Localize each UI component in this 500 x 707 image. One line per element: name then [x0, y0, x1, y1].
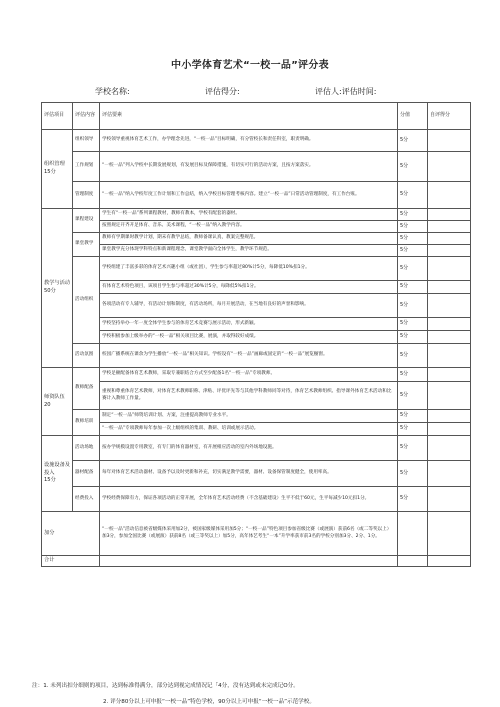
table-row [42, 423, 471, 436]
score-cell: 5分 [398, 209, 428, 221]
subitem-cell: 经费投入 [73, 487, 100, 512]
self-score-cell[interactable] [428, 382, 471, 410]
table-row [42, 130, 471, 152]
self-score-cell[interactable] [428, 436, 471, 461]
col-header-elements: 评估要素 [100, 103, 398, 130]
score-cell: 5分 [398, 130, 428, 152]
element-cell: 学校经费保障有力，保证各项活动的正常开展，全年体育艺术活动经费（不含基础建设）生平不低于60元，生平每减少10元扣1分。 [100, 487, 398, 512]
self-score-cell[interactable] [428, 245, 471, 257]
score-cell: 5分 [398, 382, 428, 410]
self-score-cell[interactable] [428, 281, 471, 294]
subitem-cell: 活动场地 [73, 436, 100, 461]
score-cell: 5分 [398, 152, 428, 182]
element-cell: 按办学规模设置专用教室，有专门的体育器材室，有开展相应活动的室内外场地设施。 [100, 436, 398, 461]
bonus-row [42, 512, 471, 556]
table-header-row [42, 103, 471, 130]
self-score-cell[interactable] [428, 461, 471, 487]
subitem-cell: 器材配备 [73, 461, 100, 487]
element-cell: 每年对体育艺术活动器材、设备予以及时更新和补充，切实满足教学需要，器材、设备保管制度健全，使用率高。 [100, 461, 398, 487]
self-score-cell[interactable] [428, 556, 471, 567]
score-cell: 5分 [398, 436, 428, 461]
score-cell: 5分 [398, 318, 428, 331]
self-score-cell[interactable] [428, 344, 471, 368]
table-row [42, 331, 471, 344]
category-cell: 设施设备及投入 15分 [42, 436, 73, 512]
element-cell: 学校积极参加上级举办的“一校一品”相关项目比赛，展演，并取得较好成绩。 [100, 331, 398, 344]
element-cell: 重视和尊重体育艺术教师，对体育艺术教师职称、津贴、评优评先等与其他学科教师同等对待，体育艺术教师组织、指导课外体育艺术活动和比赛计入教师工作量。 [100, 382, 398, 410]
table-row [42, 461, 471, 487]
element-cell: “一校一品”纳入学校年度工作计划和工作总结，纳入学校目标管理考核内容。建立“一校一品”日常活动管理制度，有工作台账。 [100, 182, 398, 209]
school-name-label: 学校名称: [95, 87, 130, 96]
element-cell: 校园广播系统在课余为学生播放“一校一品”相关知识。学校设有“一校一品”画廊或固定的“一校一品”展览橱窗。 [100, 344, 398, 368]
score-cell: 5分 [398, 331, 428, 344]
element-cell [100, 556, 398, 567]
self-score-cell[interactable] [428, 368, 471, 382]
score-cell: 5分 [398, 257, 428, 281]
table-row [42, 152, 471, 182]
element-cell: 学校坚持举办一年一度全体学生参与的体育艺术竞赛与展示活动，形式新颖。 [100, 318, 398, 331]
score-cell: 5分 [398, 368, 428, 382]
score-cell: 5分 [398, 221, 428, 233]
table-row [42, 233, 471, 245]
bonus-label: 加分 [42, 512, 100, 556]
table-row [42, 294, 471, 318]
score-cell: 5分 [398, 487, 428, 512]
table-row [42, 368, 471, 382]
self-score-cell[interactable] [428, 182, 471, 209]
page-title: 中小学体育艺术“一校一品”评分表 [171, 60, 329, 71]
element-cell: 制定“一校一品”师资培训计划、方案，注重提高教师专业水平。 [100, 410, 398, 423]
element-cell: 教师有学期课时教学计划，期末有教学总结，教师备课认真，教案完整规范。 [100, 233, 398, 245]
footnote-1: 注：1. 未列出扣分细则的项目，达到标准得满分，部分达到视完成情况记「4分，没有达到或未完成记O分。 [32, 683, 299, 689]
table-row [42, 436, 471, 461]
col-header-self-score: 自评得分 [428, 103, 471, 130]
self-score-cell[interactable] [428, 209, 471, 221]
table-row [42, 318, 471, 331]
table-row [42, 281, 471, 294]
score-cell: 5分 [398, 281, 428, 294]
subitem-cell: 课程建设 [73, 209, 100, 233]
col-header-score: 分值 [398, 103, 428, 130]
category-cell: 教学与活动 50分 [42, 209, 73, 368]
subitem-cell: 组织领导 [73, 130, 100, 152]
self-score-cell[interactable] [428, 233, 471, 245]
score-cell [398, 556, 428, 567]
table-row [42, 410, 471, 423]
self-score-cell[interactable] [428, 318, 471, 331]
score-table [41, 102, 471, 567]
table-row [42, 182, 471, 209]
table-row [42, 344, 471, 368]
table-row [42, 257, 471, 281]
total-row [42, 556, 471, 567]
element-cell: 有体育艺术特色项目，该项目学生参与率超过30%计5分，每降低5%扣1分。 [100, 281, 398, 294]
element-cell: 学校组建了丰富多彩的体育艺术兴趣小组（或社团），学生参与率超过80%计5分，每降低10%扣1分。 [100, 257, 398, 281]
subitem-cell: 教师培训 [73, 410, 100, 436]
score-cell: 5分 [398, 423, 428, 436]
element-cell: “一校一品”列入学校中长期发展规划，有发展目标及保障措施，有切实可行的活动方案，且按方案落实。 [100, 152, 398, 182]
category-cell: 组织管理 15分 [42, 130, 73, 209]
self-score-cell[interactable] [428, 152, 471, 182]
score-cell: 5分 [398, 461, 428, 487]
self-score-cell[interactable] [428, 294, 471, 318]
subitem-cell: 课堂教学 [73, 233, 100, 257]
total-label: 合计 [42, 556, 100, 567]
self-score-cell[interactable] [428, 423, 471, 436]
self-score-cell[interactable] [428, 512, 471, 556]
subitem-cell: 工作规划 [73, 152, 100, 182]
subitem-cell: 管理制度 [73, 182, 100, 209]
score-label: 评估得分: [205, 87, 240, 96]
table-row [42, 245, 471, 257]
element-cell: 按照规定开齐开足体育、音乐、美术课程，“一校一品”纳入教学内容。 [100, 221, 398, 233]
table-row [42, 382, 471, 410]
table-row [42, 487, 471, 512]
self-score-cell[interactable] [428, 487, 471, 512]
self-score-cell[interactable] [428, 410, 471, 423]
element-cell: 课堂教学充分体现学科特点和新课程理念，课堂教学面向全体学生，教学环节规范。 [100, 245, 398, 257]
element-cell: 各项活动有专人辅导，有活动计划和制度，有活动场所，每月开展活动，在当地有良好的声誉和影响。 [100, 294, 398, 318]
element-cell: “一校一品”专项教师每年参加一次上级组织的集训、教研、培训或展示活动。 [100, 423, 398, 436]
subitem-cell: 活动组织 [73, 257, 100, 344]
score-cell: 5分 [398, 294, 428, 318]
element-cell: 学校领导重视体育艺术工作，办学理念先进，“一校一品”目标明确，有分管校长和责任科室，职责明确。 [100, 130, 398, 152]
category-cell: 师资队伍 20 [42, 368, 73, 436]
subitem-cell: 教师配备 [73, 368, 100, 410]
col-header-item: 评估项目 [42, 103, 73, 130]
footnote-2: 2. 评分80分以上可申报“一校一品”特色学校，90分以上可申报“一校一品”示范学校。 [103, 699, 315, 705]
element-cell: “一校一品”活动信息被省级媒体采用加2分，被国家级媒体采用加5分；“一校一品”特色项目参加省级比赛（或展演）获前6名（或二等奖以上）加3分，参加全国比赛（或展演）获前8名（或三等奖以上）加5分，高年体艺考生“一本”升学率获市前3名的学校分别加3分、2分、1分。 [100, 512, 398, 556]
self-score-cell[interactable] [428, 257, 471, 281]
self-score-cell[interactable] [428, 331, 471, 344]
score-cell [398, 512, 428, 556]
subitem-cell: 活动氛围 [73, 344, 100, 368]
score-cell: 5分 [398, 410, 428, 423]
table-row [42, 221, 471, 233]
element-cell: 学生有“一校一品”系列课程教材，教师有教本，学校有配套的器材。 [100, 209, 398, 221]
table-row [42, 209, 471, 221]
element-cell: 学校足额配备体育艺术教师，采取专兼职结合方式至少配备1名“一校一品”专项教师。 [100, 368, 398, 382]
self-score-cell[interactable] [428, 221, 471, 233]
self-score-cell[interactable] [428, 130, 471, 152]
score-cell: 5分 [398, 182, 428, 209]
col-header-content: 评估内容 [73, 103, 100, 130]
score-cell: 5分 [398, 233, 428, 245]
assessor-time-label: 评估人:评估时间: [315, 87, 377, 96]
score-cell: 5分 [398, 245, 428, 257]
score-cell: 5分 [398, 344, 428, 368]
